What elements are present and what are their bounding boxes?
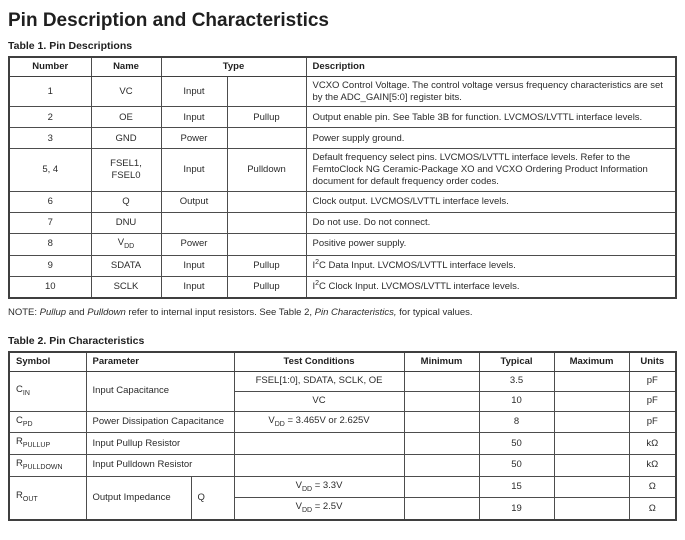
table2-caption: Table 2. Pin Characteristics [8,334,145,347]
pin-name-cell: GND [91,128,161,149]
pin-description-cell: Positive power supply. [306,234,676,256]
characteristics-cell: $R_{PULLUP}$ [9,433,86,455]
table-row [9,213,676,234]
pin-resistor-cell [227,76,306,107]
characteristics-cell: FSEL[1:0], SDATA, SCLK, OE [234,371,404,391]
characteristics-cell: $V_{DD} = 2.5V$ [234,498,404,520]
pin-description-cell: $I^2C$ Clock Input. LVCMOS/LVTTL interface levels. [306,276,676,298]
table-row [9,192,676,213]
table-row [9,255,676,276]
characteristics-cell [554,454,629,476]
characteristics-cell [404,391,479,411]
characteristics-cell [554,411,629,433]
column-header-name: Name [91,57,161,76]
column-header-symbol: Symbol [9,352,86,371]
pin-description-cell: VCXO Control Voltage. The control voltage versus frequency characteristics are set by the ADC_GAIN[5:0] register bits. [306,76,676,107]
characteristics-cell [554,433,629,455]
characteristics-cell: Input Pulldown Resistor [86,454,234,476]
table-row [9,411,676,433]
characteristics-cell: Q [191,476,234,520]
table-row [9,371,676,391]
characteristics-cell: Ω [629,498,676,520]
characteristics-cell [404,411,479,433]
characteristics-cell [554,476,629,498]
pin-number-cell: 9 [9,255,91,276]
characteristics-cell: $V_{DD} = 3.3V$ [234,476,404,498]
pin-table-header-row [9,57,676,76]
table-row [9,433,676,455]
column-header-parameter: Parameter [86,352,234,371]
pin-number-cell: 2 [9,107,91,128]
pin-type-cell: Input [161,107,227,128]
pin-type-cell: Power [161,128,227,149]
column-header-maximum: Maximum [554,352,629,371]
characteristics-cell: $R_{OUT}$ [9,476,86,520]
column-header-number: Number [9,57,91,76]
pin-type-cell: Input [161,255,227,276]
pin-name-cell: VC [91,76,161,107]
characteristics-cell: VC [234,391,404,411]
characteristics-cell: $V_{DD} = 3.465V$ or 2.625V [234,411,404,433]
pin-name-cell: OE [91,107,161,128]
characteristics-cell: Input Capacitance [86,371,234,411]
pin-number-cell: 5, 4 [9,149,91,192]
pin-description-cell: Default frequency select pins. LVCMOS/LVTTL interface levels. Refer to the FemtoClock NG Ceramic-Package XO and VCXO Ordering Product Information document for default frequency order codes. [306,149,676,192]
table-row [9,128,676,149]
pin-name-cell: SCLK [91,276,161,298]
characteristics-cell: 15 [479,476,554,498]
pin-resistor-cell: Pullup [227,276,306,298]
characteristics-cell [404,476,479,498]
characteristics-cell [404,498,479,520]
pin-type-cell: Input [161,149,227,192]
pin-name-cell: FSEL1, FSEL0 [91,149,161,192]
column-header-test-conditions: Test Conditions [234,352,404,371]
pin-number-cell: 3 [9,128,91,149]
table1-note: NOTE: Pullup and Pulldown refer to internal input resistors. See Table 2, Pin Characteristics, for typical values. [8,306,473,318]
pin-resistor-cell [227,128,306,149]
characteristics-cell: 19 [479,498,554,520]
pin-type-cell: Power [161,234,227,256]
pin-type-cell [161,213,227,234]
table-row [9,149,676,192]
characteristics-cell [234,454,404,476]
pin-description-cell: Power supply ground. [306,128,676,149]
characteristics-cell: kΩ [629,454,676,476]
characteristics-cell: $C_{PD}$ [9,411,86,433]
column-header-units: Units [629,352,676,371]
table-row [9,476,676,498]
pin-name-cell: $V_{DD}$ [91,234,161,256]
pin-type-cell: Input [161,276,227,298]
characteristics-cell: Input Pullup Resistor [86,433,234,455]
characteristics-cell: Output Impedance [86,476,191,520]
characteristics-cell: 10 [479,391,554,411]
pin-description-cell: Do not use. Do not connect. [306,213,676,234]
characteristics-cell: 50 [479,454,554,476]
pin-number-cell: 6 [9,192,91,213]
pin-resistor-cell: Pullup [227,107,306,128]
table-row [9,76,676,107]
characteristics-cell: pF [629,411,676,433]
characteristics-header-row [9,352,676,371]
pin-type-cell: Output [161,192,227,213]
table-row [9,454,676,476]
column-header-typical: Typical [479,352,554,371]
column-header-minimum: Minimum [404,352,479,371]
column-header-description: Description [306,57,676,76]
characteristics-cell: $R_{PULLDOWN}$ [9,454,86,476]
pin-number-cell: 1 [9,76,91,107]
table-row [9,234,676,256]
column-header-type: Type [161,57,306,76]
pin-name-cell: SDATA [91,255,161,276]
table-row [9,107,676,128]
characteristics-cell [554,498,629,520]
pin-resistor-cell [227,192,306,213]
pin-table-body [9,76,676,298]
pin-characteristics-table [8,351,677,521]
pin-description-cell: Output enable pin. See Table 3B for function. LVCMOS/LVTTL interface levels. [306,107,676,128]
pin-resistor-cell: Pullup [227,255,306,276]
pin-description-cell: $I^2C$ Data Input. LVCMOS/LVTTL interface levels. [306,255,676,276]
characteristics-cell [404,433,479,455]
pin-resistor-cell [227,234,306,256]
page-title: Pin Description and Characteristics [8,10,329,31]
pin-name-cell: DNU [91,213,161,234]
table1-caption: Table 1. Pin Descriptions [8,39,133,52]
characteristics-cell [404,454,479,476]
characteristics-cell: pF [629,391,676,411]
characteristics-cell [554,371,629,391]
pin-description-cell: Clock output. LVCMOS/LVTTL interface levels. [306,192,676,213]
characteristics-cell [234,433,404,455]
pin-descriptions-table [8,56,677,299]
pin-resistor-cell [227,213,306,234]
characteristics-cell: 8 [479,411,554,433]
pin-number-cell: 10 [9,276,91,298]
pin-number-cell: 8 [9,234,91,256]
characteristics-cell: pF [629,371,676,391]
characteristics-cell [554,391,629,411]
characteristics-cell: 50 [479,433,554,455]
characteristics-cell [404,371,479,391]
table-row [9,276,676,298]
pin-number-cell: 7 [9,213,91,234]
characteristics-cell: 3.5 [479,371,554,391]
characteristics-cell: kΩ [629,433,676,455]
characteristics-cell: Power Dissipation Capacitance [86,411,234,433]
characteristics-cell: $C_{IN}$ [9,371,86,411]
pin-type-cell: Input [161,76,227,107]
characteristics-cell: Ω [629,476,676,498]
pin-resistor-cell: Pulldown [227,149,306,192]
pin-name-cell: Q [91,192,161,213]
characteristics-table-body [9,371,676,520]
